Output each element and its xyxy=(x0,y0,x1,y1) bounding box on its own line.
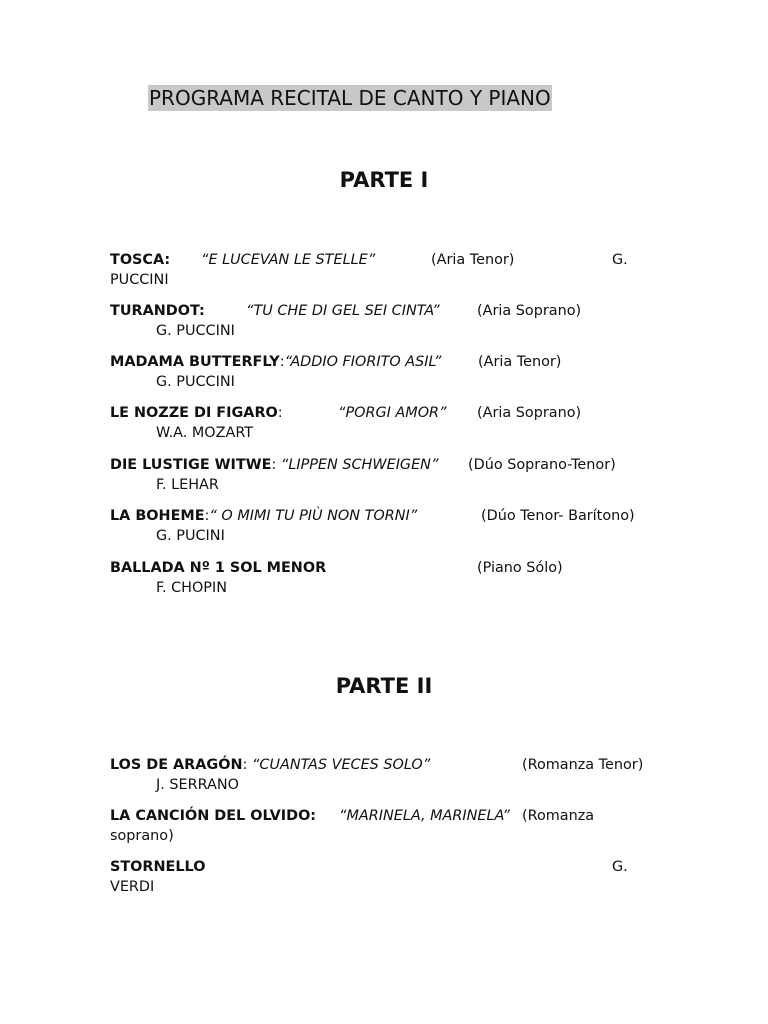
program-entry-madama-butterfly xyxy=(110,352,670,392)
composer: G. PUCCINI xyxy=(156,323,235,339)
opera-line xyxy=(110,352,441,372)
piece-title: “CUANTAS VECES SOLO” xyxy=(251,757,431,773)
part-2-heading: PARTE II xyxy=(335,674,433,698)
piece-type: (Dúo Soprano-Tenor) xyxy=(468,457,616,473)
composer: G. PUCINI xyxy=(156,528,225,544)
piece-type: (Aria Tenor) xyxy=(478,354,562,370)
program-entry-die-lustige-witwe xyxy=(110,455,670,495)
program-entry-la-boheme xyxy=(110,506,670,546)
program-entry-tosca xyxy=(110,250,670,290)
composer: F. LEHAR xyxy=(156,477,219,493)
piece-type: (Aria Soprano) xyxy=(477,405,582,421)
composer-continued: PUCCINI xyxy=(110,272,169,288)
opera-title: MADAMA BUTTERFLY xyxy=(110,354,280,370)
piece-type: (Romanza xyxy=(522,808,595,824)
part-1-heading: PARTE I xyxy=(339,168,429,192)
separator: : xyxy=(279,354,285,370)
opera-title: BALLADA Nº 1 SOL MENOR xyxy=(110,560,327,576)
program-entry-stornello xyxy=(110,857,670,897)
piece-type-continued: soprano) xyxy=(110,828,174,844)
separator: : xyxy=(242,757,252,773)
composer: W.A. MOZART xyxy=(156,425,254,441)
composer-continued: VERDI xyxy=(110,879,155,895)
piece-type: (Aria Tenor) xyxy=(431,252,515,268)
separator: : xyxy=(271,457,281,473)
opera-title: LOS DE ARAGÓN xyxy=(110,757,243,773)
composer: F. CHOPIN xyxy=(156,580,227,596)
opera-title: LA CANCIÓN DEL OLVIDO: xyxy=(110,808,317,824)
opera-line xyxy=(110,455,438,475)
piece-title: “ADDIO FIORITO ASIL” xyxy=(284,354,442,370)
opera-title: LE NOZZE DI FIGARO xyxy=(110,405,278,421)
piece-type: (Dúo Tenor- Barítono) xyxy=(481,508,635,524)
piece-title: “TU CHE DI GEL SEI CINTA” xyxy=(246,303,440,319)
program-entry-los-de-aragon xyxy=(110,755,670,795)
program-entry-la-cancion-del-olvido xyxy=(110,806,670,846)
opera-title: TURANDOT: xyxy=(110,303,205,319)
opera-line xyxy=(110,403,283,423)
composer: G. xyxy=(612,859,628,875)
piece-type: (Aria Soprano) xyxy=(477,303,582,319)
piece-title: “LIPPEN SCHWEIGEN” xyxy=(280,457,439,473)
program-entry-le-nozze-di-figaro xyxy=(110,403,670,443)
opera-line xyxy=(110,506,417,526)
opera-line xyxy=(110,755,430,775)
piece-title: “E LUCEVAN LE STELLE” xyxy=(201,252,376,268)
piece-type: (Romanza Tenor) xyxy=(522,757,644,773)
separator: : xyxy=(277,405,283,421)
opera-title: STORNELLO xyxy=(110,859,206,875)
page-title: PROGRAMA RECITAL DE CANTO Y PIANO xyxy=(149,86,551,110)
program-entry-ballada xyxy=(110,558,670,598)
opera-title: DIE LUSTIGE WITWE xyxy=(110,457,272,473)
program-entry-turandot xyxy=(110,301,670,341)
composer: G. xyxy=(612,252,628,268)
separator: : xyxy=(204,508,210,524)
opera-title: TOSCA: xyxy=(110,252,171,268)
composer: J. SERRANO xyxy=(156,777,239,793)
piece-title: “PORGI AMOR” xyxy=(338,405,447,421)
opera-title: LA BOHEME xyxy=(110,508,205,524)
composer: G. PUCCINI xyxy=(156,374,235,390)
piece-title: “MARINELA, MARINELA” xyxy=(339,808,510,824)
piece-type: (Piano Sólo) xyxy=(477,560,563,576)
piece-title: “ O MIMI TU PIÙ NON TORNI” xyxy=(209,508,418,524)
